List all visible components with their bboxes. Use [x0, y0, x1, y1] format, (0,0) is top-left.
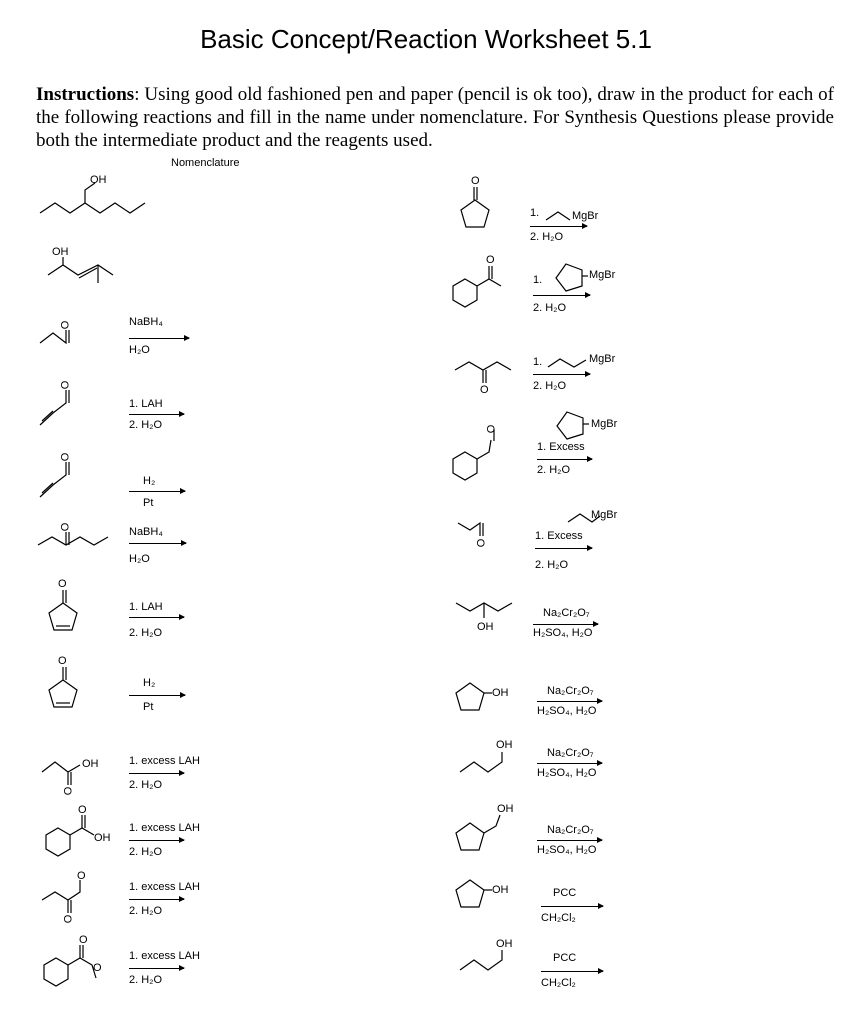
oxygen-label: O — [480, 384, 489, 396]
reagent-step-1: NaBH₄ — [129, 526, 163, 538]
reagent-step-1: H₂ — [143, 475, 156, 487]
reagent-step-2: H₂SO₄, H₂O — [533, 627, 593, 639]
molecule-cyclopentanol — [456, 683, 492, 710]
reagent-step-1: 1. excess LAH — [129, 881, 200, 893]
reagent-step-1: NaBH₄ — [129, 316, 163, 328]
reagent-step-1: 1. LAH — [129, 398, 163, 410]
grignard-reagent: MgBr — [572, 210, 599, 222]
grignard-reagent: MgBr — [591, 509, 618, 521]
molecule-butenal — [40, 390, 69, 425]
grignard-ethyl-drawing — [546, 212, 570, 220]
oxygen-label: O — [486, 254, 495, 266]
reagent-step-2: CH₂Cl₂ — [541, 977, 576, 989]
molecule-butenal-2 — [40, 462, 69, 497]
reagent-step-1: 1. Excess — [535, 530, 583, 542]
hydroxyl-label: OH — [492, 687, 509, 699]
molecule-butanol — [456, 603, 512, 618]
molecule-primary-alcohol — [460, 752, 502, 772]
oxygen-label: O — [485, 424, 498, 434]
page-title: Basic Concept/Reaction Worksheet 5.1 — [200, 24, 652, 54]
hydroxyl-label: OH — [82, 758, 99, 770]
reagent-step-2: 2. H₂O — [535, 559, 568, 571]
reagent-step-1: 1. LAH — [129, 601, 163, 613]
reagent-step-1: PCC — [553, 952, 577, 964]
oxygen-label: O — [59, 522, 72, 532]
reaction-arrow — [533, 295, 590, 296]
molecule-cyclohexyl-ester — [44, 945, 96, 986]
oxygen-label: O — [59, 320, 72, 330]
reaction-arrow — [541, 971, 603, 972]
oxygen-label: O — [62, 786, 75, 796]
hydroxyl-label: OH — [492, 884, 509, 896]
reaction-arrow — [537, 459, 592, 460]
molecule-cyclopentenone-2 — [49, 667, 77, 707]
oxygen-label: O — [58, 655, 67, 667]
reagent-step-2: 2. H₂O — [533, 302, 566, 314]
reaction-arrow — [129, 695, 185, 696]
reaction-arrow — [129, 840, 184, 841]
reaction-arrow — [535, 548, 592, 549]
grignard-reagent: MgBr — [589, 269, 616, 281]
reagent-step-2: 2. H₂O — [129, 846, 162, 858]
molecule-cyclopentanone — [461, 187, 489, 227]
oxygen-label: O — [471, 175, 480, 187]
reagent-step-1: 1. — [533, 356, 543, 368]
molecule-cyclopentenone — [49, 590, 77, 630]
reagent-step-1: Na₂Cr₂O₇ — [547, 685, 594, 697]
reagent-step-2: Pt — [143, 701, 154, 713]
reaction-arrow — [129, 543, 186, 544]
reaction-arrow — [129, 414, 184, 415]
oxygen-label: O — [62, 914, 75, 924]
reagent-step-2: 2. H₂O — [537, 464, 570, 476]
molecule-cyclopentylmethanol — [456, 815, 500, 850]
molecule-branched-alcohol — [40, 183, 145, 213]
oxygen-label: O — [77, 870, 86, 882]
reagent-step-1: Na₂Cr₂O₇ — [543, 607, 590, 619]
oxygen-label: O — [79, 934, 88, 946]
grignard-propyl-drawing — [548, 359, 586, 367]
reagent-step-1: PCC — [553, 887, 577, 899]
reaction-arrow — [129, 617, 184, 618]
molecule-ester — [42, 880, 80, 913]
reagent-step-2: 2. H₂O — [129, 779, 162, 791]
reagent-step-1: 1. excess LAH — [129, 822, 200, 834]
grignard-reagent: MgBr — [591, 418, 618, 430]
hydroxyl-label: OH — [94, 832, 111, 844]
hydroxyl-label: OH — [496, 739, 513, 751]
oxygen-label: O — [59, 380, 72, 390]
hydroxyl-label: OH — [52, 246, 69, 258]
molecule-cyclohexylacetic-acid — [46, 815, 94, 856]
reagent-step-1: 1. excess LAH — [129, 950, 200, 962]
molecule-cyclohexyl-ketone — [453, 266, 501, 307]
hydroxyl-label: OH — [496, 938, 513, 950]
grignard-cyclopentyl-drawing — [556, 264, 588, 291]
reagent-step-1: 1. — [533, 274, 543, 286]
molecule-propanal-2 — [458, 523, 483, 536]
reaction-arrow — [533, 374, 590, 375]
reaction-arrow — [129, 899, 184, 900]
grignard-reagent: MgBr — [589, 353, 616, 365]
reaction-arrow — [530, 226, 587, 227]
instructions-text: : Using good old fashioned pen and paper (pencil is ok too), draw in the product for each of the following reactions and fill in the name under nomenclature. For Synthesis Questions please provide both the intermediate product and the reagents used. — [36, 84, 834, 151]
molecule-cyclohexyl-aldehyde — [453, 429, 494, 480]
reagent-step-1: 1. Excess — [537, 441, 585, 453]
reaction-arrow — [537, 840, 602, 841]
nomenclature-heading: Nomenclature — [171, 157, 240, 169]
reagent-step-1: H₂ — [143, 677, 156, 689]
reagent-step-2: 2. H₂O — [129, 627, 162, 639]
oxygen-label: O — [59, 452, 72, 462]
molecule-ketone — [38, 532, 108, 545]
reagent-step-1: Na₂Cr₂O₇ — [547, 747, 594, 759]
reaction-arrow — [541, 906, 603, 907]
hydroxyl-label: OH — [90, 174, 107, 186]
reagent-step-2: H₂O — [129, 553, 150, 565]
reagent-step-2: 2. H₂O — [530, 231, 563, 243]
reagent-step-2: H₂SO₄, H₂O — [537, 844, 597, 856]
reagent-step-2: H₂SO₄, H₂O — [537, 705, 597, 717]
reagent-step-1: Na₂Cr₂O₇ — [547, 824, 594, 836]
reagent-step-2: CH₂Cl₂ — [541, 912, 576, 924]
reagent-step-2: 2. H₂O — [129, 905, 162, 917]
molecule-cyclopentanol-2 — [456, 880, 492, 907]
reagent-step-2: H₂O — [129, 344, 150, 356]
oxygen-label: O — [475, 538, 488, 548]
molecule-alkenol — [48, 257, 113, 283]
grignard-cyclopentyl-drawing-2 — [557, 412, 589, 439]
reagent-step-1: 1. excess LAH — [129, 755, 200, 767]
reagent-step-2: 2. H₂O — [129, 974, 162, 986]
reaction-arrow — [129, 491, 185, 492]
reaction-arrow — [537, 763, 602, 764]
reaction-arrow — [129, 773, 184, 774]
molecule-propanoic-acid — [42, 762, 80, 785]
reagent-step-1: 1. — [530, 207, 540, 219]
oxygen-label: O — [78, 804, 87, 816]
hydroxyl-label: OH — [477, 621, 494, 633]
instructions-label: Instructions — [36, 84, 135, 105]
molecule-propanal — [40, 330, 69, 343]
oxygen-label: O — [93, 962, 102, 974]
reagent-step-2: 2. H₂O — [533, 380, 566, 392]
reaction-arrow — [129, 968, 184, 969]
hydroxyl-label: OH — [497, 803, 514, 815]
reagent-step-2: 2. H₂O — [129, 419, 162, 431]
molecule-primary-alcohol-2 — [460, 950, 502, 970]
oxygen-label: O — [58, 578, 67, 590]
reaction-arrow — [533, 624, 598, 625]
reaction-arrow — [129, 338, 189, 339]
reaction-arrow — [537, 701, 602, 702]
reagent-step-2: H₂SO₄, H₂O — [537, 767, 597, 779]
reagent-step-2: Pt — [143, 497, 154, 509]
molecule-pentanone — [455, 362, 511, 383]
